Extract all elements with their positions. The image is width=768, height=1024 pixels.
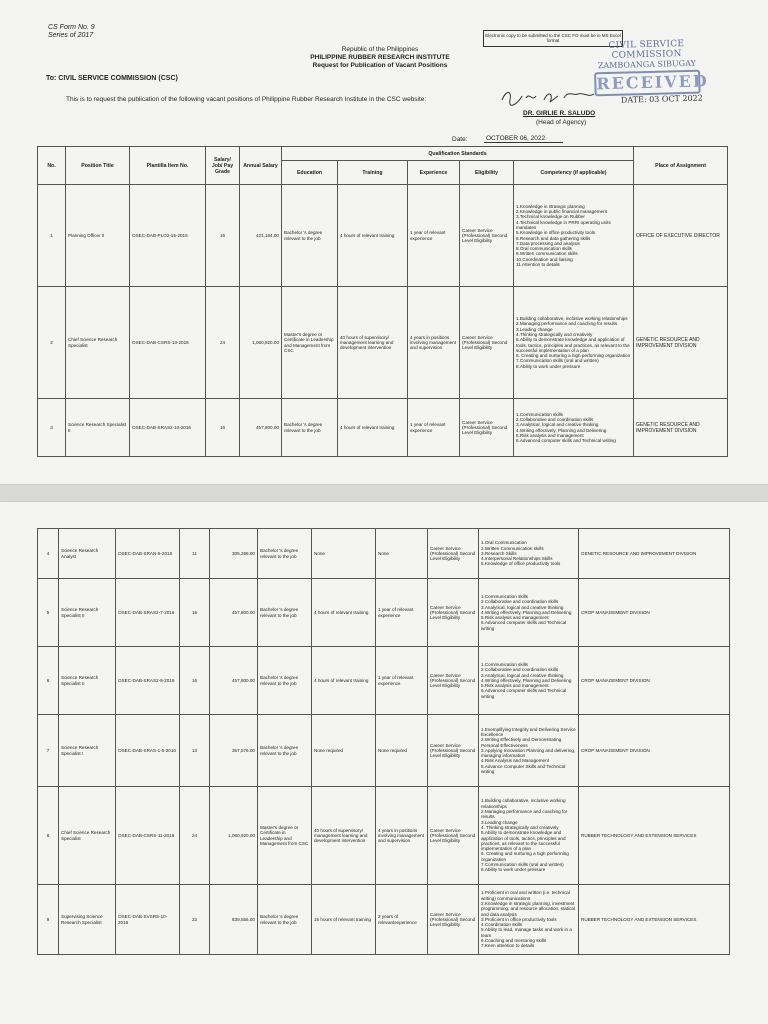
- table-row: [38, 787, 730, 885]
- education-req: Master's degree or Certificate in Leadership and Management from CSC: [282, 287, 338, 399]
- education-req: Bachelor 's degree relevant to the job: [258, 715, 312, 787]
- salary-grade: 15: [206, 185, 240, 287]
- institute-name: PHILIPPINE RUBBER RESEARCH INSTITUTE: [310, 54, 450, 61]
- plantilla-item: OSEC-DAB-CSRS-11-2016: [116, 787, 180, 885]
- row-no: 7: [38, 715, 59, 787]
- competency-req: 1.Communication skills 2.Collaborative and coordination skills 3.Analytical, logical and creative thinking 4.Writing effectively, Planning and Delivering 5.Risk analysis and management 6.Advanced computer skills and Technical writing: [479, 647, 579, 715]
- eligibility-req: Career Service (Professional) Second Level Eligibility: [428, 647, 479, 715]
- table-row: [38, 885, 730, 955]
- col-no: No.: [38, 147, 66, 185]
- eligibility-req: Career Service (Professional) Second Level Eligibility: [460, 185, 514, 287]
- training-req: 40 hours of supervisory/ management learning and development intervention: [312, 787, 376, 885]
- eligibility-req: Career Service (Professional) Second Level Eligibility: [428, 529, 479, 579]
- eligibility-req: Career Service (Professional) Second Level Eligibility: [460, 287, 514, 399]
- training-req: 4 hours of relevant training: [312, 647, 376, 715]
- training-req: None: [312, 529, 376, 579]
- eligibility-req: Career Service (Professional) Second Level Eligibility: [428, 787, 479, 885]
- training-req: 4 hours of relevant training: [312, 579, 376, 647]
- position-title: Science Research Specialist II: [66, 399, 130, 457]
- annual-salary: 1,060,920.00: [210, 787, 258, 885]
- eligibility-req: Career Service (Professional) Second Level Eligibility: [428, 715, 479, 787]
- competency-req: 1.Exemplifying Integrity and Delivering Service Excellence 2.Writing Effectively and Demonstrating Personal Effectiveness 3.Applying Innovation Planning and delivering, managing information 4.Risk Analysis and Management 5.Advance Computer Skills and Technical writing: [479, 715, 579, 787]
- competency-req: 1.Building collaborative, inclusive working relationships 2.Managing performance and coaching for results 3.Leading change 4.Thinking strategically and creatively 5.Ability to demonstrate knowledge and application of tools, tactics, principles and practices, as relevant to the successful implementation of a plan 6. Creating and nurturing a high performing organization 7.Communication skills (oral and written) 8.Ability to work under pressure: [514, 287, 634, 399]
- row-no: 4: [38, 529, 59, 579]
- row-no: 2: [38, 287, 66, 399]
- eligibility-req: Career Service (Professional) Second Level Eligibility: [460, 399, 514, 457]
- annual-salary: 357,576.00: [210, 715, 258, 787]
- document-header: [230, 46, 530, 70]
- experience-req: 4 years in positions involving management and supervision: [376, 787, 428, 885]
- intro-text: This is to request the publication of the following vacant positions of Philippine Rubber Research Institute in the CSC website:: [66, 96, 427, 103]
- table-row: [38, 647, 730, 715]
- annual-salary: 839,556.00: [210, 885, 258, 955]
- place-of-assignment: GENETIC RESOURCE AND IMPROVEMENT DIVISION: [579, 529, 730, 579]
- salary-grade: 13: [180, 715, 210, 787]
- table-row: [38, 715, 730, 787]
- eligibility-req: Career Service (Professional) Second Level Eligibility: [428, 885, 479, 955]
- republic-line: Republic of the Philippines: [341, 46, 419, 53]
- experience-req: 1 year of relevant experience: [376, 647, 428, 715]
- table-row: [38, 399, 728, 457]
- excel-note-box: Electronic copy to be submitted to the CSC FO must be in MS Excel format: [483, 30, 623, 47]
- education-req: Bachelor 's degree relevant to the job: [258, 647, 312, 715]
- plantilla-item: OSEC-DAB-SRAS2-10-2016: [130, 399, 206, 457]
- request-title: Request for Publication of Vacant Positions: [312, 62, 448, 69]
- row-no: 9: [38, 885, 59, 955]
- form-number: CS Form No. 9 Series of 2017: [48, 24, 95, 39]
- experience-req: 1 year of relevant experience: [408, 399, 460, 457]
- row-no: 1: [38, 185, 66, 287]
- col-position: Position Title: [66, 147, 130, 185]
- place-of-assignment: GENETIC RESOURCE AND IMPROVEMENT DIVISION: [634, 399, 728, 457]
- experience-req: None required: [376, 715, 428, 787]
- table-row: [38, 579, 730, 647]
- col-qs: Qualification Standards: [282, 147, 634, 161]
- annual-salary: 1,060,920.00: [240, 287, 282, 399]
- signature-mark: [498, 86, 598, 108]
- col-grade: Salary/ Job/ Pay Grade: [206, 147, 240, 185]
- place-of-assignment: CROP MANAGEMENT DIVISION: [579, 647, 730, 715]
- position-title: Chief Science Research Specialist: [59, 787, 116, 885]
- row-no: 8: [38, 787, 59, 885]
- competency-req: 1.Building collaborative, inclusive working relationships 2.Managing performance and coaching for results 3.Leading change 4. Thinking strategically and creatively 5.Ability to demonstrate knowledge and application of tools, tactics, principles and practices, as relevant to the successful implementation of a plan 6. Creating and nurturing a high performing organization 7.Communication skills (oral and written) 8.Ability to work under pressure: [479, 787, 579, 885]
- col-salary: Annual Salary: [240, 147, 282, 185]
- education-req: Bachelor 's degree relevant to the job: [258, 579, 312, 647]
- position-title: Planning Officer II: [66, 185, 130, 287]
- annual-salary: 457,800.00: [240, 399, 282, 457]
- col-experience: Experience: [408, 161, 460, 185]
- place-of-assignment: CROP MANAGEMENT DIVISION: [579, 579, 730, 647]
- training-req: 40 hours of supervisory/ management learning and development intervention: [338, 287, 408, 399]
- row-no: 6: [38, 647, 59, 715]
- competency-req: 1.Knowledge in strategic planning 2.Knowledge in public financial management 3.Technical knowledge on Rubber 4.Technical knowledge in PRRI operating units mandates 5.Knowledge in office productivity tools 6.Research and data gathering skills 7.Data processing and analysis 8.Oral communication skills 9.Written communication skills 10.Coordination and liaising 11.Attention to details: [514, 185, 634, 287]
- competency-req: 1.Communication skills 2.Collaborative and coordination skills 3.Analytical, logical and creative thinking 4.Writing effectively, Planning and Delivering 5.Risk analysis and management 6.Advanced computer skills and Technical writing: [479, 579, 579, 647]
- training-req: None required: [312, 715, 376, 787]
- annual-salary: 421,164.00: [240, 185, 282, 287]
- place-of-assignment: RUBBER TECHNOLOGY AND EXTENSION SERVICES: [579, 885, 730, 955]
- plantilla-item: OSEC-DAB-SRAS2-8-2016: [116, 647, 180, 715]
- salary-grade: 11: [180, 529, 210, 579]
- col-education: Education: [282, 161, 338, 185]
- experience-req: 3 years of relevantexperience: [376, 885, 428, 955]
- salary-grade: 24: [206, 287, 240, 399]
- training-req: 4 hours of relevant training: [338, 185, 408, 287]
- position-title: Science Research Specialist II: [59, 579, 116, 647]
- plantilla-item: OSEC-DAB-SRAN-5-2016: [116, 529, 180, 579]
- col-competency: Competency (if applicable): [514, 161, 634, 185]
- plantilla-item: OSEC-DAB-CSRS-13-2016: [130, 287, 206, 399]
- education-req: Bachelor 's degree relevant to the job: [258, 529, 312, 579]
- education-req: Bachelor 's degree relevant to the job: [258, 885, 312, 955]
- col-plantilla: Plantilla Item No.: [130, 147, 206, 185]
- date-value: OCTOBER 06, 2022: [484, 135, 563, 143]
- experience-req: 1 year of relevant experience: [376, 579, 428, 647]
- salary-grade: 16: [180, 579, 210, 647]
- competency-req: 1.Oral Communication 2.Written Communication skills 3.Research Skills 4.Interpersonal Relationships Skills 5.Knowledge of office productivity tools: [479, 529, 579, 579]
- position-title: Supervising Science Research Specialist: [59, 885, 116, 955]
- vacancies-table: [37, 146, 728, 457]
- vacancies-table-continued: [37, 528, 730, 955]
- col-assignment: Place of Assignment: [634, 147, 728, 185]
- plantilla-item: OSEC-DAB-SRAS-1-5-2016: [116, 715, 180, 787]
- experience-req: 4 years in positions involving management and supervision: [408, 287, 460, 399]
- position-title: Chief Science Research Specialist: [66, 287, 130, 399]
- education-req: Master's degree or Certificate in Leadership and Management from CSC: [258, 787, 312, 885]
- position-title: Science Research Specialist I: [59, 715, 116, 787]
- col-eligibility: Eligibility: [460, 161, 514, 185]
- date-label: Date:: [452, 136, 468, 143]
- annual-salary: 305,268.00: [210, 529, 258, 579]
- competency-req: 1.Communication skills 2.Collaborative and coordination skills 3.Analytical, logical and creative thinking 4.Writing effectively, Planning and Delivering 5.Risk analysis and management 6.Advanced computer skills and Technical writing: [514, 399, 634, 457]
- education-req: Bachelor 's degree relevant to the job: [282, 399, 338, 457]
- table-row: [38, 185, 728, 287]
- document-page-1: [0, 0, 768, 484]
- row-no: 5: [38, 579, 59, 647]
- plantilla-item: OSEC-DAB-SVSRS-10-2016: [116, 885, 180, 955]
- place-of-assignment: RUBBER TECHNOLOGY AND EXTENSION SERVICES: [579, 787, 730, 885]
- row-no: 3: [38, 399, 66, 457]
- eligibility-req: Career Service (Professional) Second Level Eligibility: [428, 579, 479, 647]
- table-row: [38, 529, 730, 579]
- annual-salary: 457,800.00: [210, 579, 258, 647]
- training-req: 4 hours of relevant training: [338, 399, 408, 457]
- position-title: Science Research Analyst: [59, 529, 116, 579]
- place-of-assignment: OFFICE OF EXECUTIVE DIRECTOR: [634, 185, 728, 287]
- training-req: 16 hours of relevant training: [312, 885, 376, 955]
- competency-req: 1.Proficient in oral and written (i.e. technical writing) communications 2.Knowledge in strategic planning, investment programming, and resource allocation, statical and data analysis 3.Proficient in office productivity tools 4.Coordination skills 5.Ability to lead, manage tasks and work in a team 6.Coaching and mentoring skills 7.Keen attention to details: [479, 885, 579, 955]
- salary-grade: 24: [180, 787, 210, 885]
- col-training: Training: [338, 161, 408, 185]
- table-row: [38, 287, 728, 399]
- signatory-title: (Head of Agency): [536, 119, 587, 126]
- experience-req: 1 year of relevant experience: [408, 185, 460, 287]
- salary-grade: 16: [180, 647, 210, 715]
- received-stamp: CIVIL SERVICE COMMISSION ZAMBOANGA SIBUGAY RECEIVED DATE: 03 OCT 2022: [587, 38, 706, 99]
- signatory-name: DR. GIRLIE R. SALUDO: [523, 110, 596, 117]
- annual-salary: 457,800.00: [210, 647, 258, 715]
- salary-grade: 16: [206, 399, 240, 457]
- place-of-assignment: GENETIC RESOURCE AND IMPROVEMENT DIVISION: [634, 287, 728, 399]
- position-title: Science Research Specialist II: [59, 647, 116, 715]
- experience-req: None: [376, 529, 428, 579]
- salary-grade: 22: [180, 885, 210, 955]
- plantilla-item: OSEC-DAB-PLO2-15-2016: [130, 185, 206, 287]
- place-of-assignment: CROP MANAGEMENT DIVISION: [579, 715, 730, 787]
- addressee: To: CIVIL SERVICE COMMISSION (CSC): [46, 75, 178, 82]
- plantilla-item: OSEC-DAB-SRAS2-7-2016: [116, 579, 180, 647]
- education-req: Bachelor 's degree relevant to the job: [282, 185, 338, 287]
